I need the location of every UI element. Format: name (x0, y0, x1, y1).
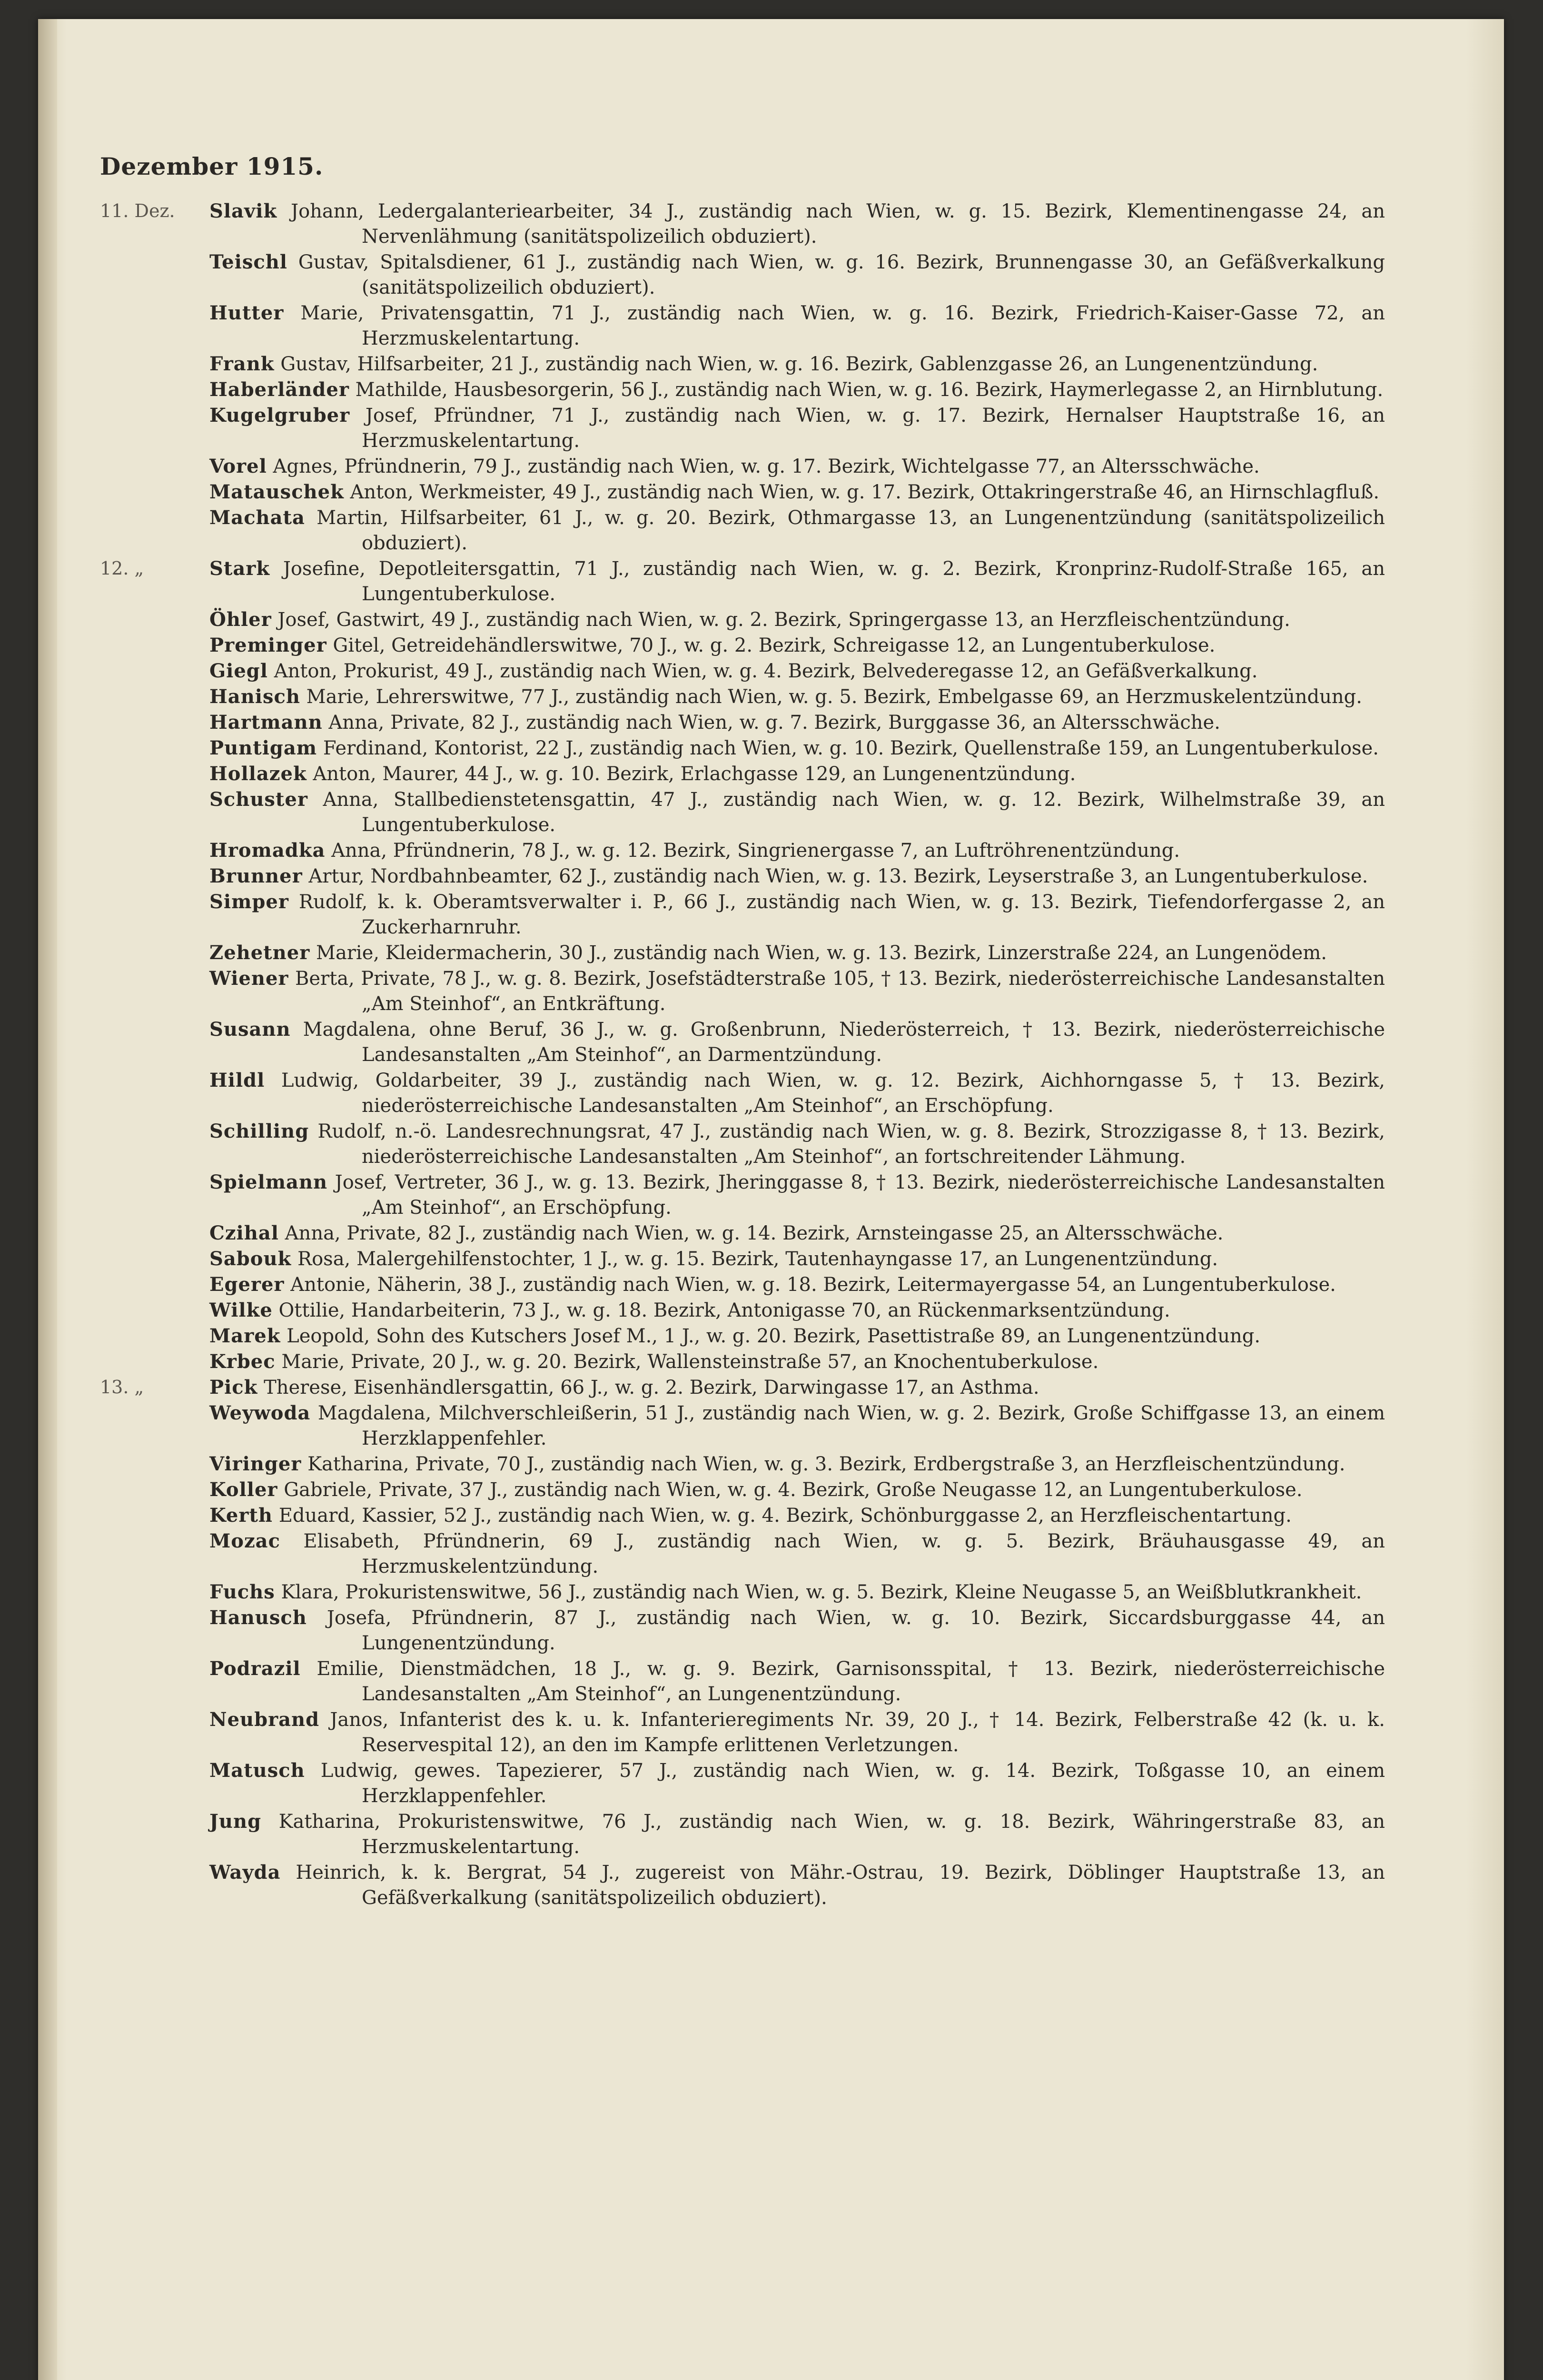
entry-text (209, 198, 1385, 249)
entry-surname: Pick (209, 1376, 258, 1398)
entry-text (209, 889, 1385, 940)
entry-details: Marie, Privatensgattin, 71 J., zuständig nach Wien, w. g. 16. Bezirk, Friedrich-Kaiser-Gasse 72, an Herzmuskelentartung. (300, 302, 1385, 349)
entry-text (209, 1119, 1385, 1170)
entry-details: Ludwig, Goldarbeiter, 39 J., zuständig nach Wien, w. g. 12. Bezirk, Aichhorngasse 5, † 13. Bezirk, niederösterreichische Landesanstalten „Am Steinhof“, an Erschöpfung. (281, 1070, 1385, 1117)
entry-details: Anton, Prokurist, 49 J., zuständig nach Wien, w. g. 4. Bezirk, Belvederegasse 12, an Gefäßverkalkung. (274, 660, 1258, 682)
entry-text (209, 633, 1385, 658)
list-item (100, 1605, 1385, 1656)
entry-date (100, 351, 209, 377)
entry-date: 13. „ (100, 1377, 144, 1398)
entry-date (100, 940, 209, 966)
entry-date (100, 1170, 209, 1220)
entry-details: Katharina, Prokuristenswitwe, 76 J., zuständig nach Wien, w. g. 18. Bezirk, Währingerstraße 83, an Herzmuskelentartung. (278, 1811, 1385, 1858)
entry-surname: Mozac (209, 1530, 280, 1552)
entry-date (100, 863, 209, 889)
entry-text (209, 1220, 1385, 1246)
entry-details: Artur, Nordbahnbeamter, 62 J., zuständig nach Wien, w. g. 13. Bezirk, Leyserstraße 3, an Lungentuberkulose. (308, 865, 1368, 887)
entry-surname: Simper (209, 891, 289, 913)
entry-text (209, 377, 1385, 403)
entry-date (100, 1707, 209, 1758)
entry-surname: Öhler (209, 608, 272, 631)
entry-text (209, 1528, 1385, 1579)
list-item (100, 1246, 1385, 1272)
entry-details: Anton, Werkmeister, 49 J., zuständig nach Wien, w. g. 17. Bezirk, Ottakringerstraße 46, an Hirnschlagfluß. (350, 481, 1380, 503)
list-item (100, 403, 1385, 454)
entry-text (209, 940, 1385, 966)
entry-date (100, 684, 209, 710)
list-item (100, 1017, 1385, 1068)
entry-surname: Hromadka (209, 839, 326, 862)
entry-details: Janos, Infanterist des k. u. k. Infanterieregiments Nr. 39, 20 J., † 14. Bezirk, Felberstraße 42 (k. u. k. Reservespital 12), an den im Kampfe erlittenen Verletzungen. (330, 1709, 1385, 1756)
entry-date (100, 1477, 209, 1503)
entry-text (209, 1451, 1385, 1477)
entry-text (209, 761, 1385, 787)
entry-surname: Wiener (209, 967, 289, 990)
entry-date (100, 377, 209, 403)
list-item (100, 351, 1385, 377)
entry-details: Eduard, Kassier, 52 J., zuständig nach Wien, w. g. 4. Bezirk, Schönburggasse 2, an Herzfleischentartung. (278, 1505, 1292, 1527)
entry-details: Ottilie, Handarbeiterin, 73 J., w. g. 18. Bezirk, Antonigasse 70, an Rückenmarksentzündung. (278, 1299, 1170, 1321)
entry-details: Therese, Eisenhändlersgattin, 66 J., w. g. 2. Bezirk, Darwingasse 17, an Asthma. (264, 1377, 1039, 1398)
entry-text (209, 300, 1385, 351)
entry-date (100, 1809, 209, 1860)
list-item (100, 787, 1385, 838)
entry-surname: Stark (209, 557, 270, 580)
entry-text (209, 966, 1385, 1017)
entry-surname: Sabouk (209, 1248, 292, 1270)
list-item (100, 633, 1385, 658)
entry-text (209, 735, 1385, 761)
entry-text (209, 863, 1385, 889)
entry-text (209, 1579, 1385, 1605)
entry-surname: Schilling (209, 1120, 309, 1142)
entry-date (100, 1400, 209, 1451)
entry-text (209, 403, 1385, 454)
entry-text (209, 479, 1385, 505)
entry-surname: Wayda (209, 1861, 281, 1884)
entry-details: Anton, Maurer, 44 J., w. g. 10. Bezirk, Erlachgasse 129, an Lungenentzündung. (313, 763, 1076, 785)
list-item (100, 658, 1385, 684)
entry-date (100, 710, 209, 735)
entry-surname: Kerth (209, 1504, 273, 1527)
entry-date (100, 1656, 209, 1707)
entry-text (209, 658, 1385, 684)
entry-date (100, 633, 209, 658)
entry-date: 11. Dez. (100, 200, 175, 221)
entry-details: Berta, Private, 78 J., w. g. 8. Bezirk, Josefstädterstraße 105, † 13. Bezirk, niederösterreichische Landesanstalten „Am Steinhof“, an Entkräftung. (295, 968, 1385, 1015)
list-item (100, 1809, 1385, 1860)
entry-surname: Jung (209, 1810, 262, 1833)
entry-date: 12. „ (100, 558, 144, 579)
entry-text (209, 1809, 1385, 1860)
entry-text (209, 838, 1385, 863)
entry-text (209, 1349, 1385, 1375)
entry-text (209, 1017, 1385, 1068)
entry-details: Mathilde, Hausbesorgerin, 56 J., zuständig nach Wien, w. g. 16. Bezirk, Haymerlegasse 2, an Hirnblutung. (355, 379, 1384, 401)
entry-details: Leopold, Sohn des Kutschers Josef M., 1 J., w. g. 20. Bezirk, Pasettistraße 89, an Lungenentzündung. (287, 1325, 1261, 1347)
entry-surname: Hanisch (209, 685, 300, 708)
entry-details: Anna, Pfründnerin, 78 J., w. g. 12. Bezirk, Singrienergasse 7, an Luftröhrenentzündung. (331, 840, 1180, 862)
entry-details: Josefine, Depotleitersgattin, 71 J., zuständig nach Wien, w. g. 2. Bezirk, Kronprinz-Rudolf-Straße 165, an Lungentuberkulose. (283, 558, 1385, 605)
entry-surname: Hutter (209, 302, 284, 324)
entry-surname: Marek (209, 1325, 281, 1347)
list-item (100, 940, 1385, 966)
entry-surname: Slavik (209, 200, 277, 222)
entry-date (100, 1246, 209, 1272)
entry-date (100, 1272, 209, 1298)
entry-date (100, 735, 209, 761)
entry-details: Anna, Stallbedienstetensgattin, 47 J., zuständig nach Wien, w. g. 12. Bezirk, Wilhelmstraße 39, an Lungentuberkulose. (323, 789, 1385, 836)
entry-date (100, 1323, 209, 1349)
list-item (100, 1272, 1385, 1298)
entry-date (100, 1017, 209, 1068)
entry-surname: Frank (209, 353, 275, 375)
entry-text (209, 351, 1385, 377)
entry-date (100, 1298, 209, 1323)
list-item (100, 300, 1385, 351)
list-item (100, 1656, 1385, 1707)
entry-details: Elisabeth, Pfründnerin, 69 J., zuständig nach Wien, w. g. 5. Bezirk, Bräuhausgasse 49, an Herzmuskelentzündung. (303, 1530, 1385, 1577)
entry-surname: Matauschek (209, 481, 344, 503)
entry-surname: Hollazek (209, 763, 307, 785)
list-item (100, 1068, 1385, 1119)
entry-surname: Wilke (209, 1299, 273, 1321)
list-item (100, 1323, 1385, 1349)
entry-date (100, 479, 209, 505)
entry-surname: Koller (209, 1478, 278, 1501)
entry-date (100, 838, 209, 863)
entry-surname: Hartmann (209, 711, 323, 734)
entry-date (100, 1528, 209, 1579)
entry-text (209, 1656, 1385, 1707)
entry-details: Emilie, Dienstmädchen, 18 J., w. g. 9. Bezirk, Garnisonsspital, † 13. Bezirk, niederösterreichische Landesanstalten „Am Steinhof“, an Lungenentzündung. (317, 1658, 1385, 1705)
entry-date (100, 1860, 209, 1911)
entry-surname: Puntigam (209, 737, 317, 759)
list-item (100, 377, 1385, 403)
entry-surname: Spielmann (209, 1171, 328, 1193)
entry-text (209, 684, 1385, 710)
list-item (100, 710, 1385, 735)
entry-details: Gabriele, Private, 37 J., zuständig nach Wien, w. g. 4. Bezirk, Große Neugasse 12, an Lungentuberkulose. (284, 1479, 1303, 1501)
entry-text (209, 1246, 1385, 1272)
entry-details: Klara, Prokuristenswitwe, 56 J., zuständig nach Wien, w. g. 5. Bezirk, Kleine Neugasse 5, an Weißblutkrankheit. (281, 1581, 1362, 1603)
entry-details: Johann, Ledergalanteriearbeiter, 34 J., zuständig nach Wien, w. g. 15. Bezirk, Klementinengasse 24, an Nervenlähmung (sanitätspolizeilich obduziert). (291, 200, 1385, 248)
list-item (100, 1298, 1385, 1323)
entry-surname: Fuchs (209, 1581, 275, 1603)
entry-text (209, 1605, 1385, 1656)
entry-details: Josefa, Pfründnerin, 87 J., zuständig nach Wien, w. g. 10. Bezirk, Siccardsburggasse 44, an Lungenentzündung. (326, 1607, 1385, 1654)
entry-details: Ferdinand, Kontorist, 22 J., zuständig nach Wien, w. g. 10. Bezirk, Quellenstraße 159, an Lungentuberkulose. (323, 737, 1379, 759)
list-item (100, 1579, 1385, 1605)
list-item (100, 454, 1385, 479)
entry-text (209, 1272, 1385, 1298)
entry-details: Rudolf, n.-ö. Landesrechnungsrat, 47 J., zuständig nach Wien, w. g. 8. Bezirk, Strozzigasse 8, † 13. Bezirk, niederösterreichische Landesanstalten „Am Steinhof“, an fortschreitender Lähmung. (317, 1121, 1385, 1168)
entry-date (100, 505, 209, 556)
entry-surname: Krbec (209, 1350, 276, 1373)
list-item (100, 505, 1385, 556)
entry-details: Anna, Private, 82 J., zuständig nach Wien, w. g. 14. Bezirk, Arnsteingasse 25, an Altersschwäche. (285, 1222, 1224, 1244)
entry-date (100, 403, 209, 454)
list-item (100, 684, 1385, 710)
entry-surname: Schuster (209, 788, 308, 811)
entry-surname: Teischl (209, 251, 287, 273)
entry-text (209, 249, 1385, 300)
entry-list (100, 198, 1385, 1911)
entry-surname: Kugelgruber (209, 404, 350, 426)
entry-surname: Hanusch (209, 1606, 307, 1629)
entry-date (100, 966, 209, 1017)
entry-details: Heinrich, k. k. Bergrat, 54 J., zugereist von Mähr.-Ostrau, 19. Bezirk, Döblinger Hauptstraße 13, an Gefäßverkalkung (sanitätspolizeilich obduziert). (296, 1862, 1385, 1909)
entry-date (100, 1579, 209, 1605)
entry-date (100, 889, 209, 940)
entry-surname: Egerer (209, 1273, 285, 1296)
entry-details: Josef, Vertreter, 36 J., w. g. 13. Bezirk, Jheringgasse 8, † 13. Bezirk, niederösterreichische Landesanstalten „Am Steinhof“, an Erschöpfung. (335, 1171, 1385, 1219)
list-item (100, 1503, 1385, 1528)
entry-date (100, 1220, 209, 1246)
entry-details: Rudolf, k. k. Oberamtsverwalter i. P., 66 J., zuständig nach Wien, w. g. 13. Bezirk, Tiefendorfergasse 2, an Zuckerharnruhr. (298, 891, 1385, 938)
entry-date (100, 300, 209, 351)
list-item (100, 889, 1385, 940)
entry-date (100, 761, 209, 787)
entry-text (209, 1860, 1385, 1911)
entry-details: Rosa, Malergehilfenstochter, 1 J., w. g. 15. Bezirk, Tautenhayngasse 17, an Lungenentzündung. (297, 1248, 1218, 1270)
list-item (100, 1528, 1385, 1579)
list-item (100, 1170, 1385, 1220)
entry-surname: Czihal (209, 1222, 279, 1244)
entry-text (209, 710, 1385, 735)
entry-date (100, 1451, 209, 1477)
document-body (100, 152, 1385, 1911)
entry-text (209, 1503, 1385, 1528)
list-item (100, 556, 1385, 607)
entry-date (100, 1119, 209, 1170)
entry-details: Gustav, Spitalsdiener, 61 J., zuständig nach Wien, w. g. 16. Bezirk, Brunnengasse 30, an Gefäßverkalkung (sanitätspolizeilich obduziert). (298, 251, 1385, 298)
list-item (100, 863, 1385, 889)
entry-details: Gitel, Getreidehändlerswitwe, 70 J., w. g. 2. Bezirk, Schreigasse 12, an Lungentuberkulose. (333, 635, 1216, 656)
page-gutter (38, 19, 57, 2380)
list-item (100, 1349, 1385, 1375)
entry-text (209, 505, 1385, 556)
entry-text (209, 1298, 1385, 1323)
entry-date (100, 658, 209, 684)
entry-details: Agnes, Pfründnerin, 79 J., zuständig nach Wien, w. g. 17. Bezirk, Wichtelgasse 77, an Altersschwäche. (273, 456, 1260, 477)
entry-details: Josef, Pfründner, 71 J., zuständig nach Wien, w. g. 17. Bezirk, Hernalser Hauptstraße 16, an Herzmuskelentartung. (362, 405, 1385, 452)
list-item (100, 966, 1385, 1017)
list-item (100, 1707, 1385, 1758)
entry-details: Anna, Private, 82 J., zuständig nach Wien, w. g. 7. Bezirk, Burggasse 36, an Altersschwäche. (328, 712, 1220, 734)
entry-date (100, 1349, 209, 1375)
entry-details: Marie, Private, 20 J., w. g. 20. Bezirk, Wallensteinstraße 57, an Knochentuberkulose. (281, 1351, 1099, 1373)
entry-surname: Hildl (209, 1069, 265, 1091)
entry-text (209, 1758, 1385, 1809)
list-item (100, 1477, 1385, 1503)
entry-text (209, 607, 1385, 633)
list-item (100, 198, 1385, 249)
list-item (100, 735, 1385, 761)
entry-details: Gustav, Hilfsarbeiter, 21 J., zuständig nach Wien, w. g. 16. Bezirk, Gablenzgasse 26, an Lungenentzündung. (280, 353, 1318, 375)
entry-surname: Preminger (209, 634, 327, 656)
entry-surname: Susann (209, 1018, 291, 1041)
entry-details: Antonie, Näherin, 38 J., zuständig nach Wien, w. g. 18. Bezirk, Leitermayergasse 54, an Lungentuberkulose. (290, 1274, 1336, 1296)
entry-date (100, 1068, 209, 1119)
list-item (100, 838, 1385, 863)
entry-details: Marie, Kleidermacherin, 30 J., zuständig nach Wien, w. g. 13. Bezirk, Linzerstraße 224, an Lungenödem. (316, 942, 1327, 964)
entry-surname: Vorel (209, 455, 267, 477)
entry-date (100, 1605, 209, 1656)
entry-surname: Zehetner (209, 942, 310, 964)
entry-text (209, 1707, 1385, 1758)
entry-surname: Brunner (209, 865, 303, 887)
entry-text (209, 1068, 1385, 1119)
list-item (100, 249, 1385, 300)
entry-text (209, 556, 1385, 607)
entry-surname: Machata (209, 506, 305, 529)
list-item (100, 1451, 1385, 1477)
list-item (100, 479, 1385, 505)
entry-surname: Neubrand (209, 1708, 320, 1731)
list-item (100, 1758, 1385, 1809)
entry-text (209, 454, 1385, 479)
entry-details: Magdalena, ohne Beruf, 36 J., w. g. Großenbrunn, Niederösterreich, † 13. Bezirk, niederösterreichische Landesanstalten „Am Steinhof“, an Darmentzündung. (303, 1019, 1385, 1066)
entry-date (100, 1503, 209, 1528)
entry-details: Marie, Lehrerswitwe, 77 J., zuständig nach Wien, w. g. 5. Bezirk, Embelgasse 69, an Herzmuskelentzündung. (306, 686, 1362, 708)
list-item (100, 1860, 1385, 1911)
entry-details: Katharina, Private, 70 J., zuständig nach Wien, w. g. 3. Bezirk, Erdbergstraße 3, an Herzfleischentzündung. (307, 1453, 1345, 1475)
entry-surname: Haberländer (209, 378, 349, 401)
entry-surname: Viringer (209, 1453, 302, 1475)
list-item (100, 761, 1385, 787)
entry-details: Magdalena, Milchverschleißerin, 51 J., zuständig nach Wien, w. g. 2. Bezirk, Große Schiffgasse 13, an einem Herzklappenfehler. (317, 1402, 1385, 1449)
entry-details: Josef, Gastwirt, 49 J., zuständig nach Wien, w. g. 2. Bezirk, Springergasse 13, an Herzfleischentzündung. (277, 609, 1290, 631)
entry-date (100, 454, 209, 479)
entry-date (100, 607, 209, 633)
entry-date (100, 1758, 209, 1809)
page-heading: Dezember 1915. (100, 152, 324, 180)
entry-text (209, 787, 1385, 838)
entry-text (209, 1400, 1385, 1451)
entry-date (100, 249, 209, 300)
entry-surname: Matusch (209, 1759, 305, 1782)
entry-details: Martin, Hilfsarbeiter, 61 J., w. g. 20. Bezirk, Othmargasse 13, an Lungenentzündung (sanitätspolizeilich obduziert). (317, 507, 1385, 554)
entry-surname: Podrazil (209, 1657, 301, 1680)
list-item (100, 607, 1385, 633)
entry-text (209, 1170, 1385, 1220)
entry-date (100, 787, 209, 838)
entry-text (209, 1323, 1385, 1349)
entry-surname: Giegl (209, 660, 268, 682)
entry-surname: Weywoda (209, 1402, 311, 1424)
list-item (100, 1220, 1385, 1246)
entry-details: Ludwig, gewes. Tapezierer, 57 J., zuständig nach Wien, w. g. 14. Bezirk, Toßgasse 10, an einem Herzklappenfehler. (320, 1760, 1385, 1807)
entry-text (209, 1477, 1385, 1503)
list-item (100, 1375, 1385, 1400)
list-item (100, 1119, 1385, 1170)
list-item (100, 1400, 1385, 1451)
entry-text (209, 1375, 1385, 1400)
